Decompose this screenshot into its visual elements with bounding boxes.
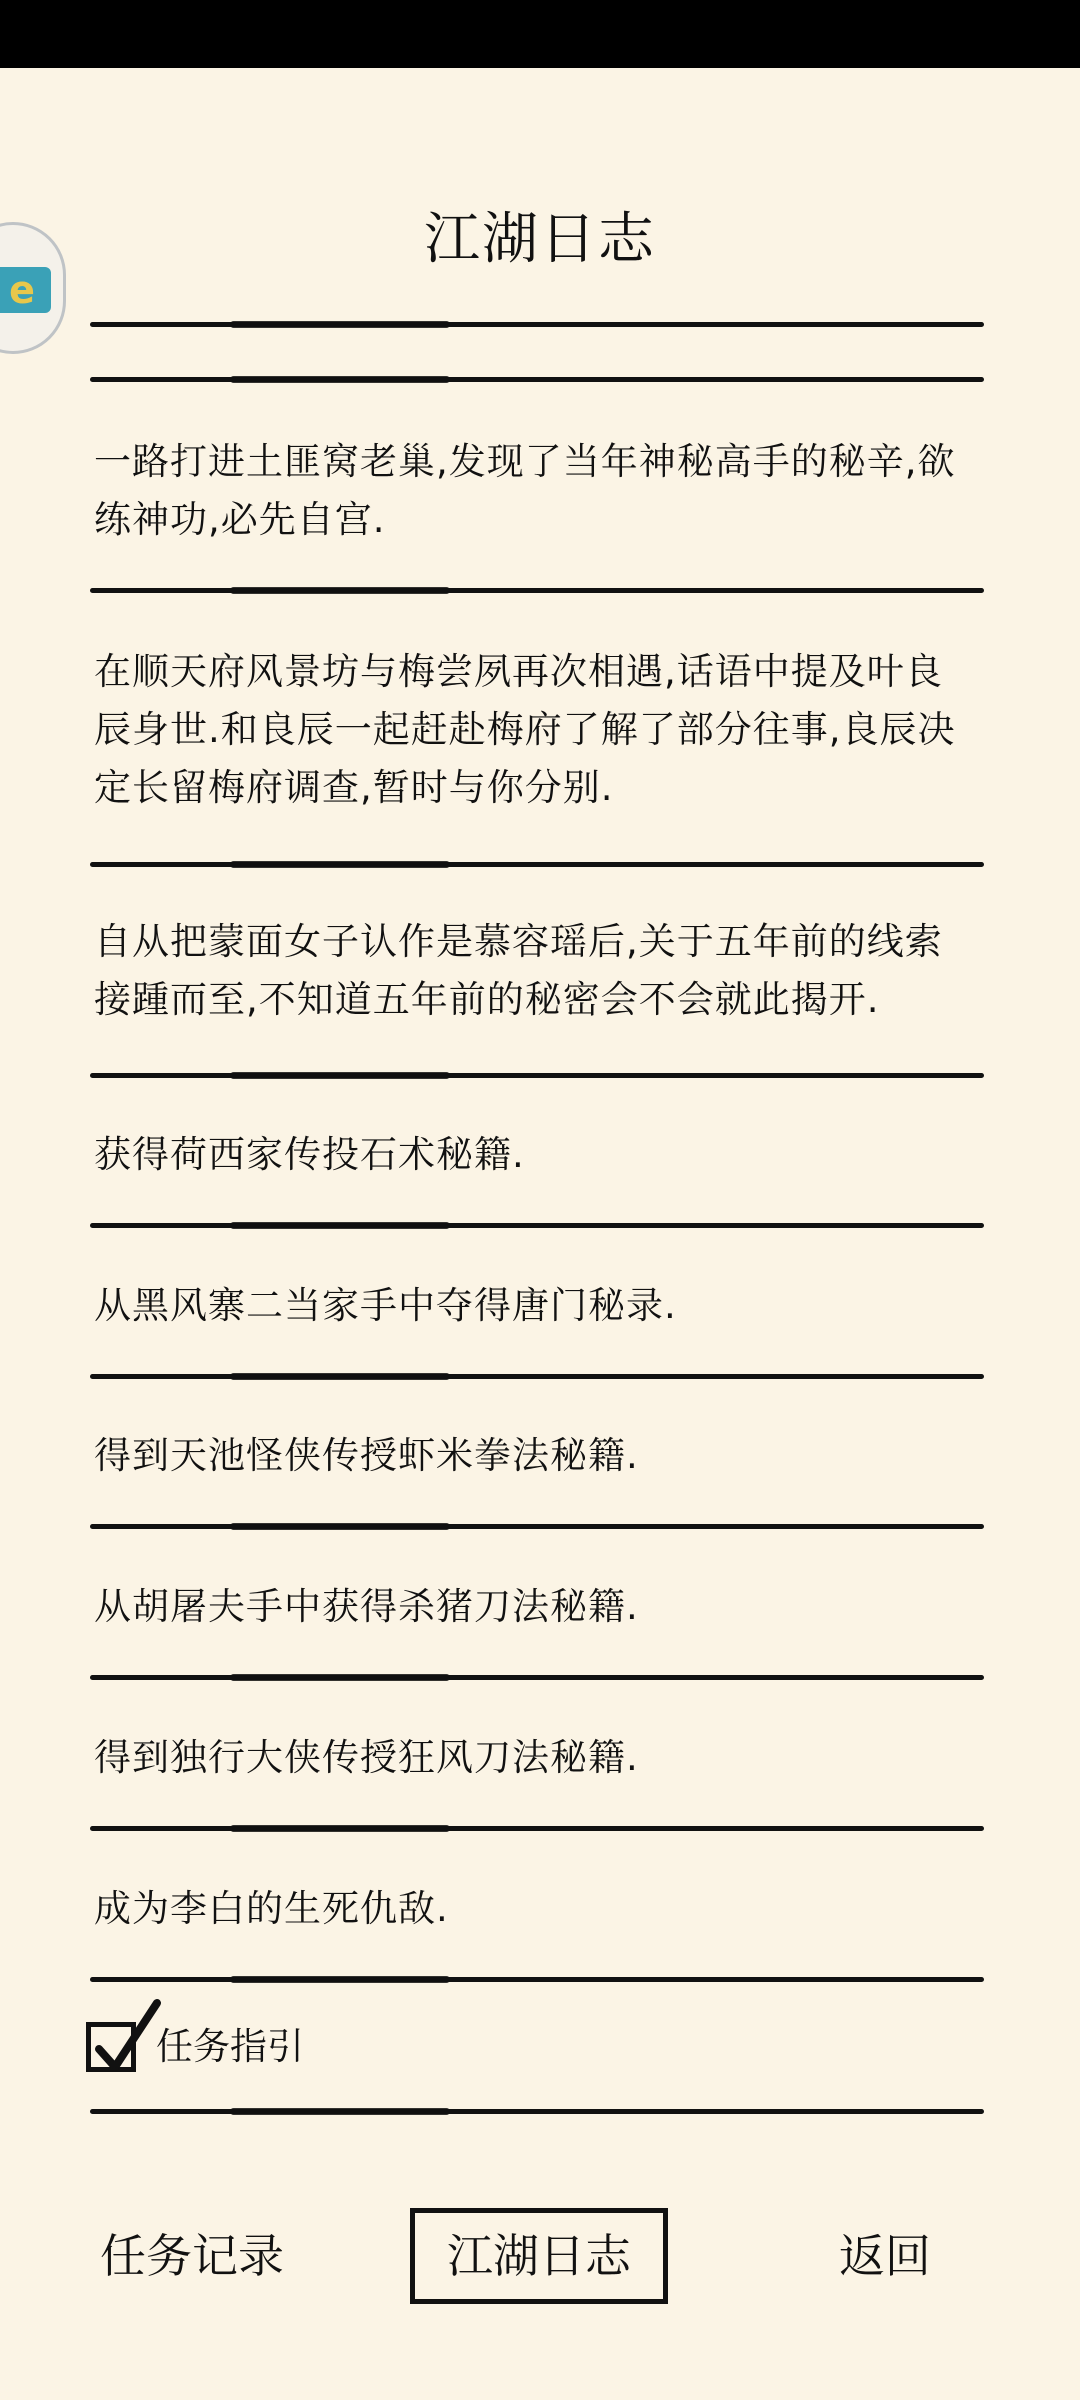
journal-entry-9: 成为李白的生死仇敌. [94, 1887, 449, 1930]
divider [90, 1073, 984, 1078]
journal-entry-7: 从胡屠夫手中获得杀猪刀法秘籍. [94, 1585, 639, 1628]
status-bar [0, 0, 1080, 68]
journal-entry-3: 自从把蒙面女子认作是慕容瑶后,关于五年前的线索接踵而至,不知道五年前的秘密会不会就此揭开. [94, 920, 943, 1021]
app-shortcut-icon: e [0, 267, 51, 313]
divider [90, 322, 984, 327]
checkmark-icon [93, 1997, 163, 2077]
divider [90, 377, 984, 382]
divider [90, 588, 984, 593]
divider [90, 1223, 984, 1228]
divider [90, 1675, 984, 1680]
divider [90, 1524, 984, 1529]
divider [90, 1374, 984, 1379]
task-guide-checkbox[interactable] [86, 2022, 136, 2072]
divider [90, 1977, 984, 1982]
page-title: 江湖日志 [424, 207, 656, 272]
journal-entry-8: 得到独行大侠传授狂风刀法秘籍. [94, 1736, 639, 1779]
journal-entry-2: 在顺天府风景坊与梅尝夙再次相遇,话语中提及叶良辰身世.和良辰一起赶赴梅府了解了部分往事,良辰决定长留梅府调查,暂时与你分别. [94, 650, 956, 809]
divider [90, 2109, 984, 2114]
task-guide-toggle[interactable] [86, 2010, 304, 2084]
journal-entry-1: 一路打进土匪窝老巢,发现了当年神秘高手的秘辛,欲练神功,必先自宫. [94, 440, 956, 541]
journal-entry-6: 得到天池怪侠传授虾米拳法秘籍. [94, 1434, 639, 1477]
journal-entry-4: 获得荷西家传投石术秘籍. [94, 1133, 525, 1176]
back-button[interactable]: 返回 [839, 2229, 931, 2283]
tab-jianghu-journal[interactable]: 江湖日志 [410, 2208, 668, 2304]
tab-task-records[interactable]: 任务记录 [100, 2229, 284, 2283]
divider [90, 862, 984, 867]
task-guide-label: 任务指引 [156, 2025, 304, 2068]
journal-entry-5: 从黑风寨二当家手中夺得唐门秘录. [94, 1284, 677, 1327]
divider [90, 1826, 984, 1831]
